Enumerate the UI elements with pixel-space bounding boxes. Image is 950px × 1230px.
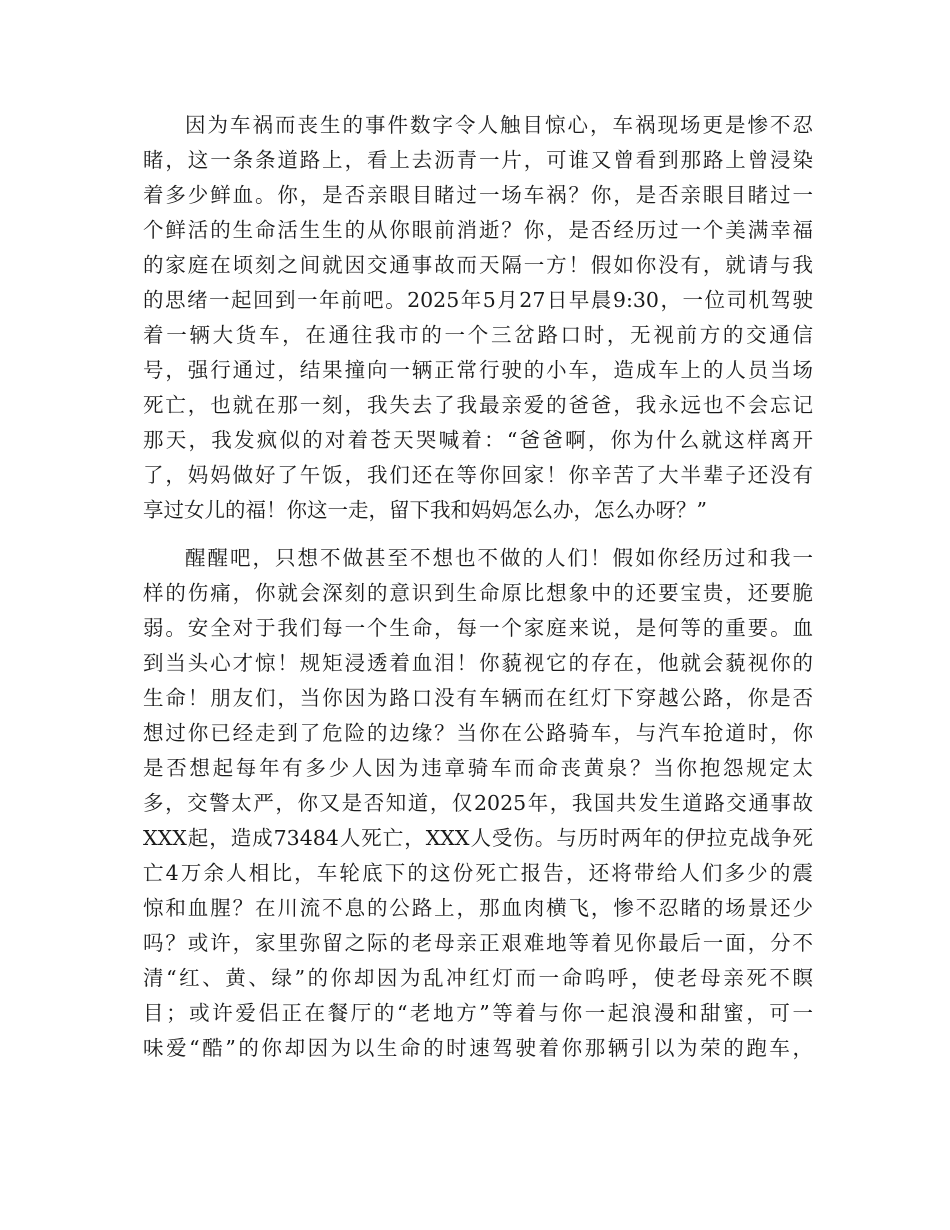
paragraph-line: 着一辆大货车，在通往我市的一个三岔路口时，无视前方的交通信 [143,323,813,347]
paragraph-line: 享过女儿的福！你这一走，留下我和妈妈怎么办，怎么办呀？” [143,498,707,522]
paragraph-line: 的家庭在顷刻之间就因交通事故而天隔一方！假如你没有，就请与我 [143,253,813,277]
paragraph-line: 吗？或许，家里弥留之际的老母亲正艰难地等着见你最后一面，分不 [143,931,813,955]
paragraph-line: 生命！朋友们，当你因为路口没有车辆而在红灯下穿越公路，你是否 [143,686,813,710]
paragraph-line: 着多少鲜血。你，是否亲眼目睹过一场车祸？你，是否亲眼目睹过一 [143,183,813,207]
paragraph-1 [143,108,813,528]
paragraph-line: 想过你已经走到了危险的边缘？当你在公路骑车，与汽车抢道时，你 [143,721,813,745]
paragraph-2 [143,541,813,1066]
paragraph-line: 弱。安全对于我们每一个生命，每一个家庭来说，是何等的重要。血 [143,616,813,640]
paragraph-line: 的思绪一起回到一年前吧。2025年5月27日早晨9:30，一位司机驾驶 [143,288,813,312]
paragraph-line: 惊和血腥？在川流不息的公路上，那血肉横飞，惨不忍睹的场景还少 [143,896,813,920]
paragraph-line: 样的伤痛，你就会深刻的意识到生命原比想象中的还要宝贵，还要脆 [143,581,813,605]
paragraph-line: 死亡，也就在那一刻，我失去了我最亲爱的爸爸，我永远也不会忘记 [143,393,813,417]
paragraph-line: 味爱“酷”的你却因为以生命的时速驾驶着你那辆引以为荣的跑车， [143,1036,813,1060]
paragraph-line: 清“红、黄、绿”的你却因为乱冲红灯而一命呜呼，使老母亲死不瞑 [143,966,813,990]
paragraph-line: 号，强行通过，结果撞向一辆正常行驶的小车，造成车上的人员当场 [143,358,813,382]
paragraph-line: 多，交警太严，你又是否知道，仅2025年，我国共发生道路交通事故 [143,791,813,815]
paragraph-line: 目；或许爱侣正在餐厅的“老地方”等着与你一起浪漫和甜蜜，可一 [143,1001,813,1025]
paragraph-line: 睹，这一条条道路上，看上去沥青一片，可谁又曾看到那路上曾浸染 [143,148,813,172]
paragraph-line: 到当头心才惊！规矩浸透着血泪！你藐视它的存在，他就会藐视你的 [143,651,813,675]
paragraph-line: 是否想起每年有多少人因为违章骑车而命丧黄泉？当你抱怨规定太 [143,756,813,780]
paragraph-line: 因为车祸而丧生的事件数字令人触目惊心，车祸现场更是惨不忍 [185,113,813,137]
paragraph-line: 亡4万余人相比，车轮底下的这份死亡报告，还将带给人们多少的震 [143,861,813,885]
paragraph-line: 那天，我发疯似的对着苍天哭喊着：“爸爸啊，你为什么就这样离开 [143,428,813,452]
paragraph-line: XXX起，造成73484人死亡，XXX人受伤。与历时两年的伊拉克战争死 [143,826,813,850]
paragraph-line: 了，妈妈做好了午饭，我们还在等你回家！你辛苦了大半辈子还没有 [143,463,813,487]
paragraph-line: 醒醒吧，只想不做甚至不想也不做的人们！假如你经历过和我一 [185,546,813,570]
paragraph-line: 个鲜活的生命活生生的从你眼前消逝？你，是否经历过一个美满幸福 [143,218,813,242]
